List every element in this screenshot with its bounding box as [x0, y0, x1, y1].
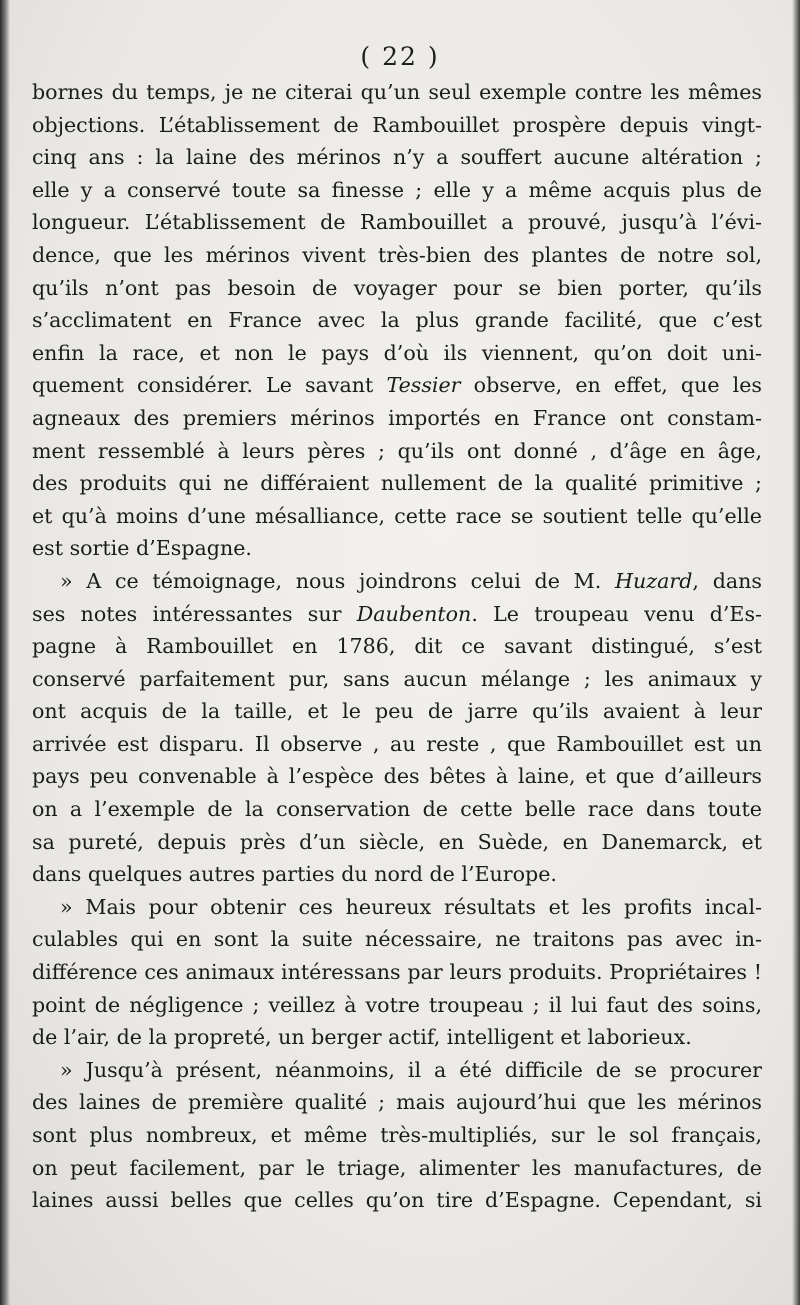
text-line: elle y a conservé toute sa finesse ; elle y a même acquis plus de: [32, 177, 762, 202]
text-line: pagne à Rambouillet en 1786, dit ce savant distingué, s’est: [32, 634, 762, 659]
italic-name: Daubenton: [356, 601, 472, 626]
text-line: quement considérer. Le savant Tessier observe, en effet, que les: [32, 373, 762, 398]
text-line: différence ces animaux intéressans par leurs produits. Propriétaires !: [32, 960, 762, 985]
text-line: » Jusqu’à présent, néanmoins, il a été difficile de se procurer: [60, 1057, 762, 1082]
text-line: cinq ans : la laine des mérinos n’y a souffert aucune altération ;: [32, 145, 762, 170]
text-line: ses notes intéressantes sur Daubenton. Le troupeau venu d’Es-: [32, 601, 762, 626]
text-line: enfin la race, et non le pays d’où ils viennent, qu’on doit uni-: [32, 340, 762, 365]
text-line: arrivée est disparu. Il observe , au reste , que Rambouillet est un: [32, 731, 762, 756]
italic-name: Tessier: [386, 373, 461, 398]
text-line: on a l’exemple de la conservation de cette belle race dans toute: [32, 797, 762, 822]
page-edge-shadow-right: [792, 0, 800, 1305]
text-line: longueur. L’établissement de Rambouillet a prouvé, jusqu’à l’évi-: [32, 210, 762, 235]
text-line: dence, que les mérinos vivent très-bien des plantes de notre sol,: [32, 242, 762, 267]
text-line: pays peu convenable à l’espèce des bêtes à laine, et que d’ailleurs: [32, 764, 762, 789]
text-line: » A ce témoignage, nous joindrons celui de M. Huzard, dans: [60, 568, 762, 593]
text-line: des produits qui ne différaient nullement de la qualité primitive ;: [32, 471, 762, 496]
text-line: laines aussi belles que celles qu’on tire d’Espagne. Cependant, si: [32, 1188, 762, 1213]
text-line: ont acquis de la taille, et le peu de jarre qu’ils avaient à leur: [32, 699, 762, 724]
text-line: sont plus nombreux, et même très-multipliés, sur le sol français,: [32, 1123, 762, 1147]
text-line: et qu’à moins d’une mésalliance, cette race se soutient telle qu’elle: [32, 503, 762, 528]
text-line: on peut facilement, par le triage, alimenter les manufactures, de: [32, 1155, 762, 1180]
italic-name: Huzard: [615, 568, 693, 593]
text-line: de l’air, de la propreté, un berger actif, intelligent et laborieux.: [32, 1025, 692, 1050]
text-line: conservé parfaitement pur, sans aucun mélange ; les animaux y: [32, 666, 762, 691]
text-line: agneaux des premiers mérinos importés en France ont constam-: [32, 405, 762, 430]
text-line: sa pureté, depuis près d’un siècle, en Suède, en Danemarck, et: [32, 829, 762, 854]
page-edge-shadow-left: [0, 0, 10, 1305]
text-line: est sortie d’Espagne.: [32, 536, 252, 561]
text-line: s’acclimatent en France avec la plus grande facilité, que c’est: [32, 308, 762, 333]
text-line: ment ressemblé à leurs pères ; qu’ils ont donné , d’âge en âge,: [32, 438, 762, 463]
text-line: culables qui en sont la suite nécessaire, ne traitons pas avec in-: [32, 927, 762, 952]
text-line: des laines de première qualité ; mais aujourd’hui que les mérinos: [32, 1090, 762, 1115]
text-line: qu’ils n’ont pas besoin de voyager pour se bien porter, qu’ils: [32, 275, 762, 300]
text-line: bornes du temps, je ne citerai qu’un seul exemple contre les mêmes: [32, 80, 762, 104]
text-line: point de négligence ; veillez à votre troupeau ; il lui faut des soins,: [32, 992, 762, 1017]
text-line: » Mais pour obtenir ces heureux résultats et les profits incal-: [60, 894, 762, 919]
text-line: dans quelques autres parties du nord de l’Europe.: [32, 862, 557, 887]
text-line: objections. L’établissement de Rambouillet prospère depuis vingt-: [32, 112, 762, 137]
page-number: ( 22 ): [360, 42, 440, 71]
body-text: [32, 76, 762, 1217]
